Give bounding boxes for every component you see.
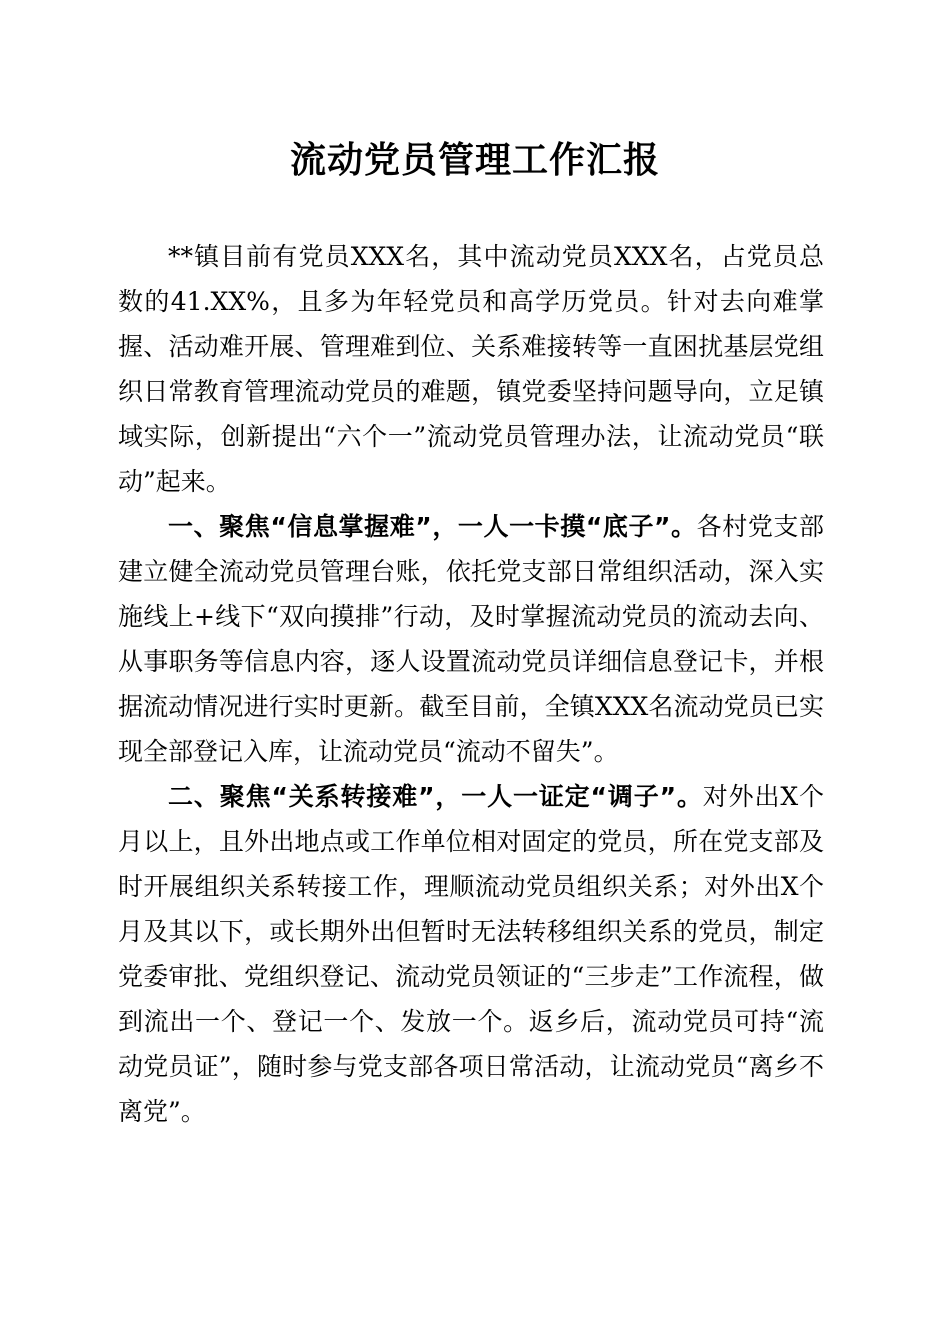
section-two-paragraph	[118, 774, 824, 1134]
document-body	[118, 234, 824, 1134]
intro-paragraph-text: **镇目前有党员XXX名，其中流动党员XXX名，占党员总数的41.XX%，且多为年轻党员和高学历党员。针对去向难掌握、活动难开展、管理难到位、关系难接转等一直困扰基层党组织日常教育管理流动党员的难题，镇党委坚持问题导向，立足镇域实际，创新提出“六个一”流动党员管理办法，让流动党员“联动”起来。	[118, 242, 824, 496]
intro-paragraph	[118, 234, 824, 504]
section-one-heading: 一、聚焦“信息掌握难”，一人一卡摸“底子”。	[168, 512, 697, 541]
section-one-text: 各村党支部建立健全流动党员管理台账，依托党支部日常组织活动，深入实施线上+线下“双向摸排”行动，及时掌握流动党员的流动去向、从事职务等信息内容，逐人设置流动党员详细信息登记卡，并根据流动情况进行实时更新。截至目前，全镇XXX名流动党员已实现全部登记入库，让流动党员“流动不留失”。	[118, 512, 824, 766]
section-two-text: 对外出X个月以上，且外出地点或工作单位相对固定的党员，所在党支部及时开展组织关系转接工作，理顺流动党员组织关系；对外出X个月及其以下，或长期外出但暂时无法转移组织关系的党员，制定党委审批、党组织登记、流动党员领证的“三步走”工作流程，做到流出一个、登记一个、发放一个。返乡后，流动党员可持“流动党员证”，随时参与党支部各项日常活动，让流动党员“离乡不离党”。	[118, 782, 824, 1126]
section-one-paragraph	[118, 504, 824, 774]
document-title: 流动党员管理工作汇报	[289, 139, 660, 181]
section-two-heading: 二、聚焦“关系转接难”，一人一证定“调子”。	[168, 782, 703, 811]
